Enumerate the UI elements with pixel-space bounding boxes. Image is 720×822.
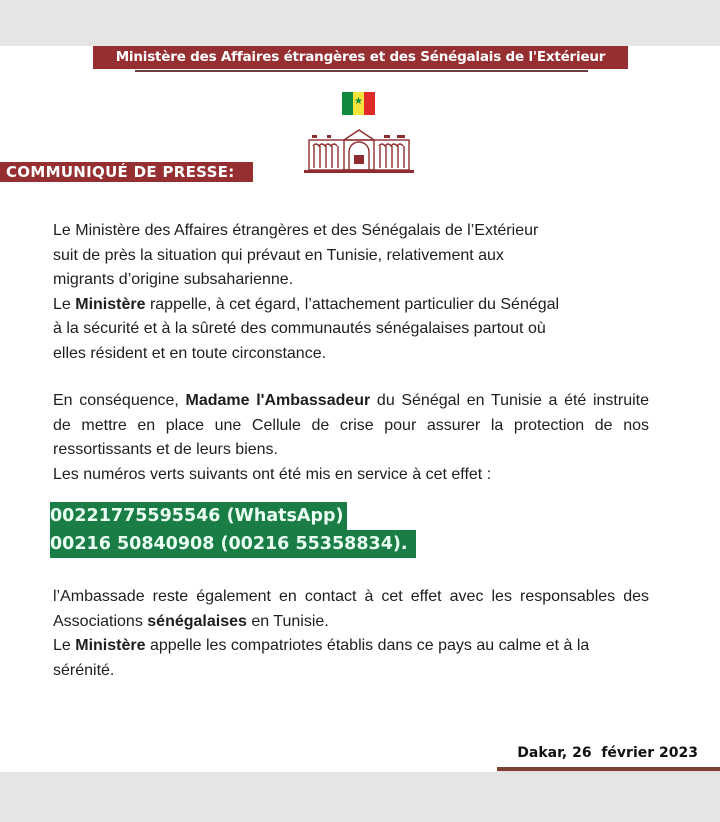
paragraph-intro <box>53 219 653 366</box>
senegal-flag-icon <box>342 92 375 115</box>
text-line: Le Ministère rappelle, à cet égard, l’attachement particulier du Sénégal <box>53 295 560 313</box>
ministry-building-icon <box>304 128 414 174</box>
date-place: Dakar, 26 février 2023 <box>517 745 698 761</box>
hotline-whatsapp[interactable]: 00221775595546 (WhatsApp) <box>50 502 347 530</box>
paragraph-associations: l’Ambassade reste également en contact à cet effet avec les responsables des Associations sénégalaises en Tunisie. Le Ministère appelle les compatriotes établis dans ce pays au calme et à la sérénité. <box>53 588 649 679</box>
hotline-phone[interactable]: 00216 50840908 (00216 55358834). <box>50 530 416 558</box>
text-line: elles résident et en toute circonstance. <box>53 344 327 362</box>
text-line: Le Ministère des Affaires étrangères et des Sénégalais de l’Extérieur <box>53 222 539 239</box>
text-line: à la sécurité et à la sûreté des communautés sénégalaises partout où <box>53 320 546 337</box>
text-line: migrants d’origine subsaharienne. <box>53 271 294 288</box>
text-line: suit de près la situation qui prévaut en Tunisie, relativement aux <box>53 246 504 264</box>
paragraph-crisis-cell: En conséquence, Madame l'Ambassadeur du Sénégal en Tunisie a été instruite de mettre en place une Cellule de crise pour assurer la protection de nos ressortissants et de leurs biens. Les numéros verts suivants ont été mis en service à cet effet : <box>53 389 649 487</box>
bold-ministere: Ministère <box>75 295 146 313</box>
hotline-intro: Les numéros verts suivants ont été mis en service à cet effet : <box>53 465 492 483</box>
top-gray-band <box>0 0 720 46</box>
bold-ministere: Ministère <box>75 637 146 654</box>
press-release-title: COMMUNIQUÉ DE PRESSE: <box>0 162 253 182</box>
bottom-gray-band <box>0 772 720 822</box>
star-icon: ★ <box>354 96 363 107</box>
ministry-banner-underline <box>135 70 588 72</box>
ministry-banner: Ministère des Affaires étrangères et des Sénégalais de l'Extérieur <box>93 46 628 69</box>
hotline-numbers <box>50 502 416 558</box>
bold-senegalaises: sénégalaises <box>147 612 247 630</box>
bold-ambassadeur: Madame l'Ambassadeur <box>185 392 371 409</box>
